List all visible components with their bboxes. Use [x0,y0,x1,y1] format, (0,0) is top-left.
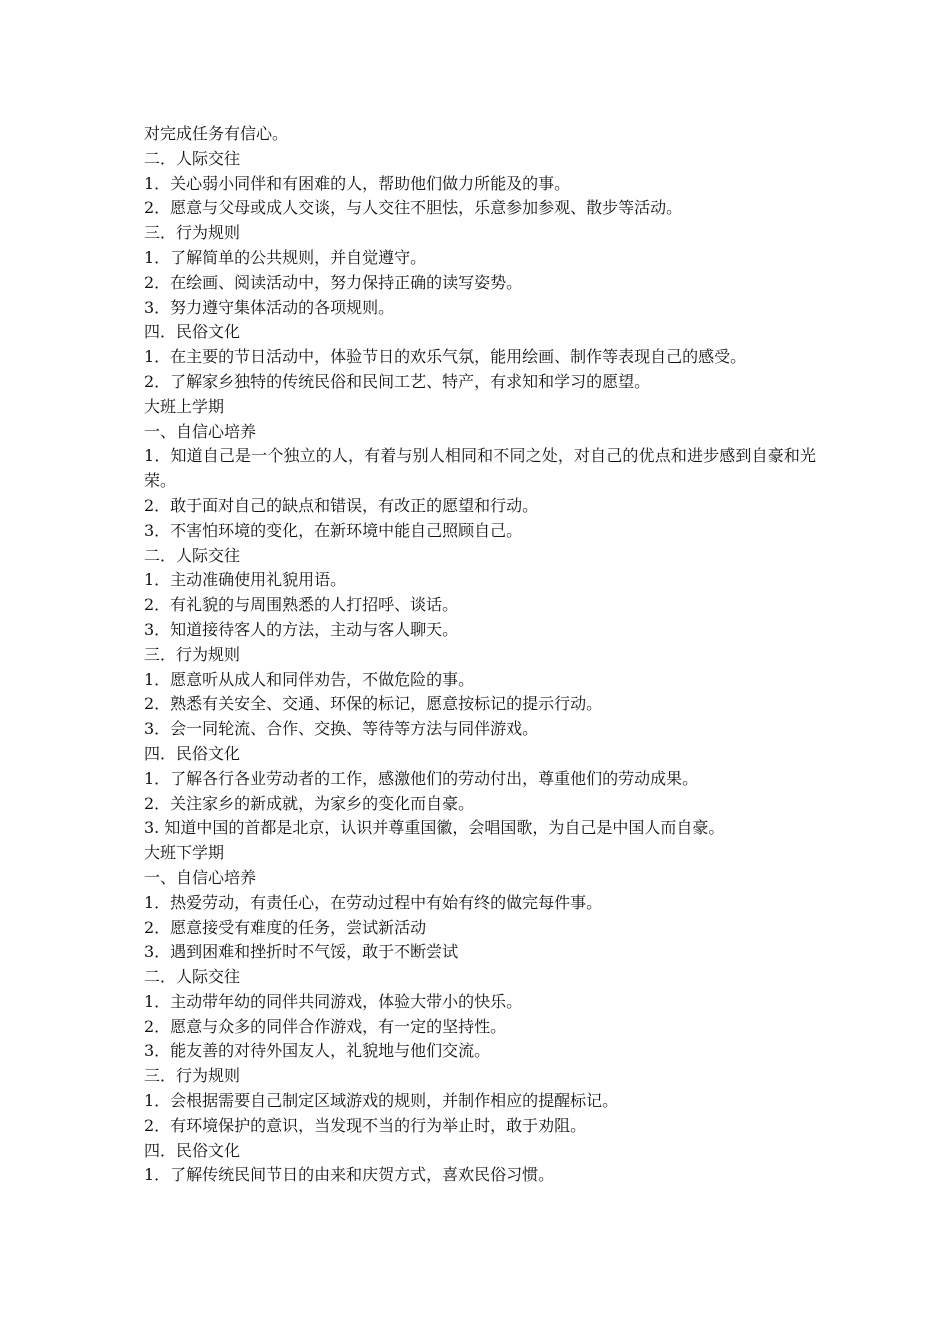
text-line: 2．有礼貌的与周围熟悉的人打招呼、谈话。 [144,595,459,615]
text-line: 1．了解各行各业劳动者的工作，感激他们的劳动付出，尊重他们的劳动成果。 [144,768,699,788]
text-line: 1．知道自己是一个独立的人，有着与别人相同和不同之处，对自己的优点和进步感到自豪和光荣。 [144,446,816,491]
text-line: 1．主动准确使用礼貌用语。 [144,570,347,590]
section-heading: 二．人际交往 [144,545,241,565]
section-heading: 三．行为规则 [144,223,241,243]
text-line: 2．愿意接受有难度的任务，尝试新活动 [144,917,427,937]
text-line: 3．遇到困难和挫折时不气馁，敢于不断尝试 [144,942,459,962]
section-heading: 四．民俗文化 [144,322,241,342]
text-line: 1．热爱劳动，有责任心，在劳动过程中有始有终的做完每件事。 [144,892,603,912]
text-line: 1．关心弱小同伴和有困难的人，帮助他们做力所能及的事。 [144,173,571,193]
text-line: 1．愿意听从成人和同伴劝告，不做危险的事。 [144,669,475,689]
text-line: 3. 知道中国的首都是北京，认识并尊重国徽，会唱国歌，为自己是中国人而自豪。 [144,818,725,838]
text-line: 3．知道接待客人的方法，主动与客人聊天。 [144,619,459,639]
section-heading: 一、自信心培养 [144,867,257,887]
term-heading: 大班下学期 [144,843,225,863]
text-line: 2．有环境保护的意识，当发现不当的行为举止时，敢于劝阻。 [144,1115,587,1135]
section-heading: 三．行为规则 [144,1066,241,1086]
text-line: 2．愿意与众多的同伴合作游戏，有一定的坚持性。 [144,1016,507,1036]
term-heading: 大班上学期 [144,396,225,416]
text-line: 1．了解简单的公共规则，并自觉遵守。 [144,247,427,267]
text-line: 2．愿意与父母或成人交谈，与人交往不胆怯，乐意参加参观、散步等活动。 [144,198,683,218]
text-line: 3．不害怕环境的变化，在新环境中能自己照顾自己。 [144,520,523,540]
text-line: 2．在绘画、阅读活动中，努力保持正确的读写姿势。 [144,272,523,292]
section-heading: 二．人际交往 [144,148,241,168]
section-heading: 四．民俗文化 [144,1140,241,1160]
document-body [144,122,816,1188]
text-line: 1．主动带年幼的同伴共同游戏，体验大带小的快乐。 [144,991,523,1011]
text-line: 2．了解家乡独特的传统民俗和民间工艺、特产，有求知和学习的愿望。 [144,371,651,391]
text-line: 1．了解传统民间节日的由来和庆贺方式，喜欢民俗习惯。 [144,1165,555,1185]
text-line: 1．会根据需要自己制定区域游戏的规则，并制作相应的提醒标记。 [144,1091,619,1111]
text-line: 3．努力遵守集体活动的各项规则。 [144,297,395,317]
text-line: 1．在主要的节日活动中，体验节日的欢乐气氛，能用绘画、制作等表现自己的感受。 [144,347,747,367]
text-line: 3．能友善的对待外国友人，礼貌地与他们交流。 [144,1041,491,1061]
section-heading: 三．行为规则 [144,644,241,664]
section-heading: 四．民俗文化 [144,743,241,763]
text-line: 2．熟悉有关安全、交通、环保的标记，愿意按标记的提示行动。 [144,694,603,714]
text-line: 2．关注家乡的新成就，为家乡的变化而自豪。 [144,793,475,813]
text-line: 对完成任务有信心。 [144,124,289,143]
text-line: 2．敢于面对自己的缺点和错误，有改正的愿望和行动。 [144,495,539,515]
text-line: 3．会一同轮流、合作、交换、等待等方法与同伴游戏。 [144,719,539,739]
section-heading: 一、自信心培养 [144,421,257,441]
section-heading: 二．人际交往 [144,967,241,987]
